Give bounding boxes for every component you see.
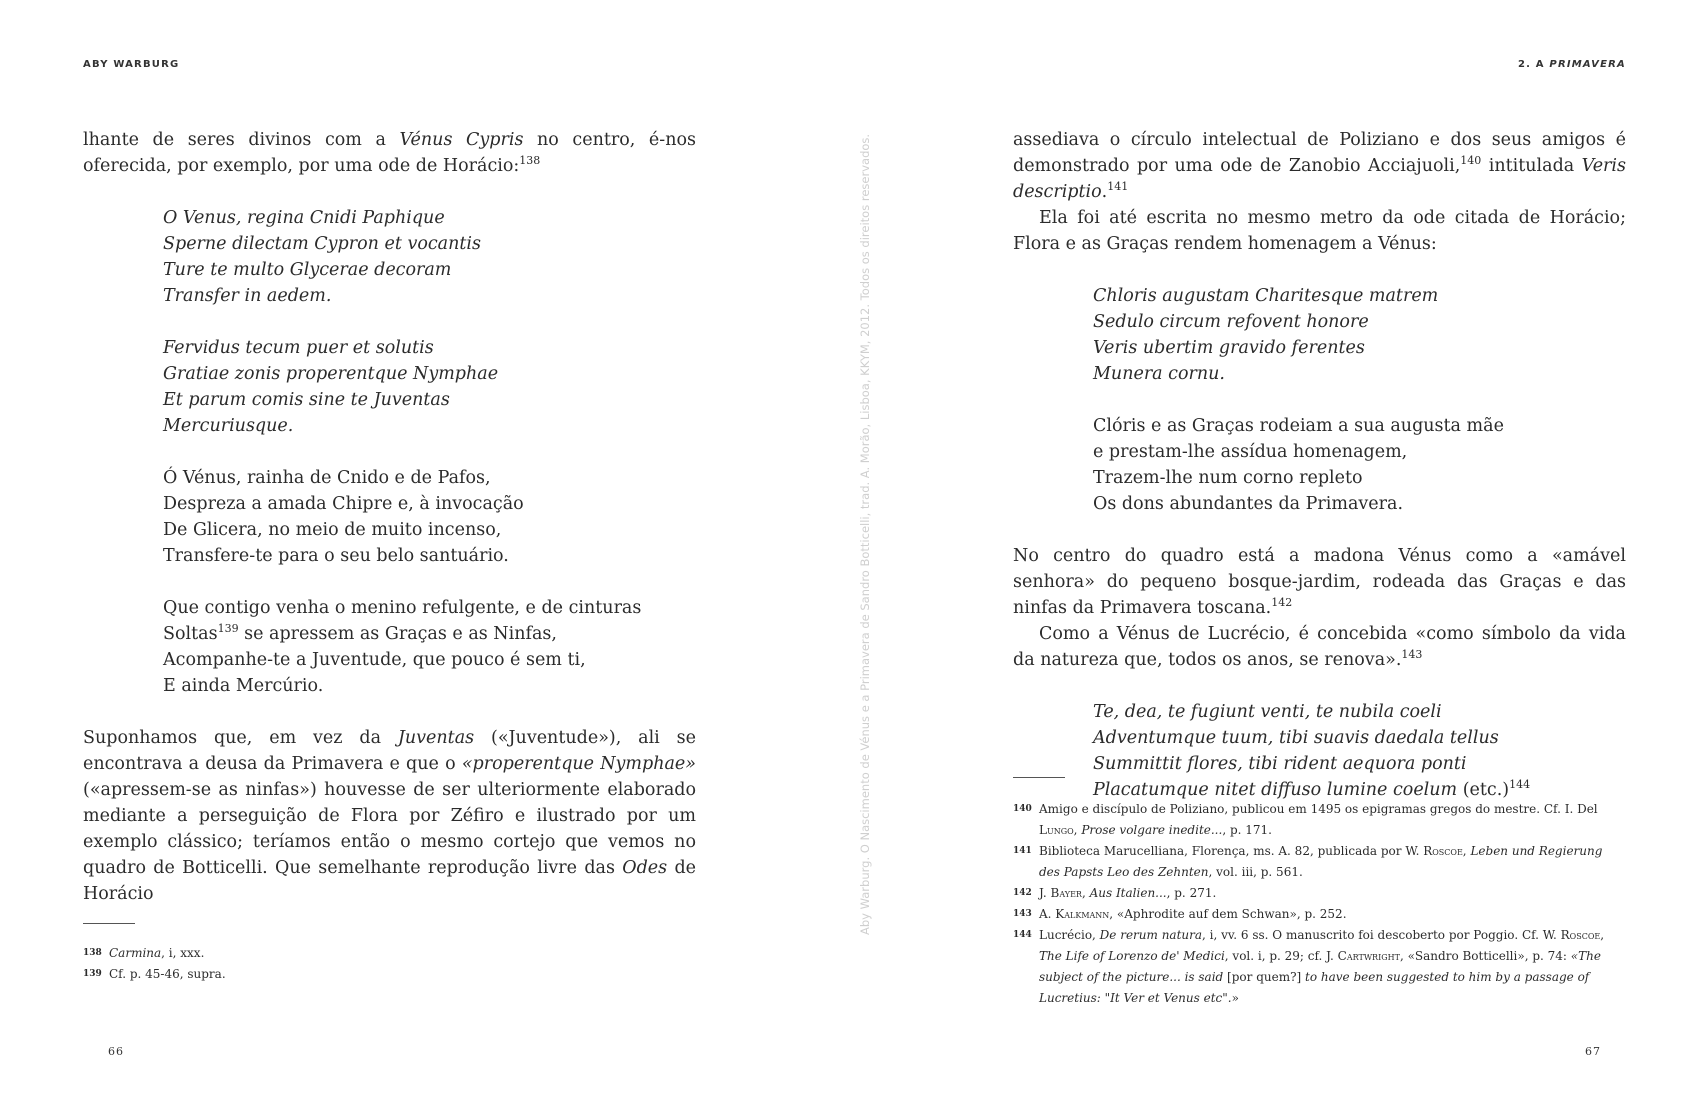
text-run: , vol. iii, p. 561. [1208,865,1303,879]
text-run: no centro, é-nos oferecida, por exemplo, por uma ode de Horácio: [83,130,696,176]
verse-line: Fervidus tecum puer et solutis [163,338,434,358]
translation-stanza [1093,413,1626,517]
footnote-141 [1013,841,1626,883]
author-name: Roscoe [1560,928,1601,942]
author-name: Bayer [1050,886,1082,900]
italic-term: Veris descriptio [1013,156,1626,202]
running-head-author: ABY WARBURG [83,59,180,70]
paragraph-lucrecio [1013,621,1626,673]
verse-line: Trazem-lhe num corno repleto [1093,468,1363,488]
right-page [846,0,1693,1115]
text-run: , vol. i, p. 29; cf. J. [1224,949,1338,963]
paragraph-acciajuoli [1013,127,1626,205]
verse-line: Os dons abundantes da Primavera. [1093,494,1404,514]
verse-line: Clóris e as Graças rodeiam a sua augusta mãe [1093,416,1504,436]
note-ref-140[interactable]: 140 [1460,154,1482,167]
text-run: Lucrécio, [1039,928,1100,942]
italic-term: Leben und Regierung des Papsts Leo des Zehnten [1039,844,1603,879]
italic-term: Juventas [397,728,475,748]
closing-paragraph [83,725,696,907]
verse-line [163,621,696,647]
page-number-right: 67 [1585,1045,1601,1058]
intro-paragraph [83,127,696,179]
author-name: Cartwright [1337,949,1400,963]
latin-stanza [1093,283,1626,387]
text-run: Placatumque nitet diffuso lumine coelum [1093,780,1458,800]
text-run: («Juventude»), ali se encontrava a deusa da Primavera e que o [83,728,696,774]
lucretius-stanza [1093,699,1626,803]
footnote-140 [1013,799,1626,841]
text-run: . [1101,182,1108,202]
text-run: Amigo e discípulo de Poliziano, publicou em 1495 os epigramas gregos do mestre. Cf. I. Del [1039,802,1598,816]
italic-term: The Life of Lorenzo de' Medici [1039,949,1225,963]
footnote-138 [83,943,696,964]
right-body-text [1013,127,1626,829]
verse-line: Que contigo venha o menino refulgente, e de cinturas [163,598,642,618]
text-run: assediava o círculo intelectual de Poliziano e dos seus amigos é demonstrado por uma ode de Zanobio Acciajuoli, [1013,130,1626,176]
text-run: (etc.) [1457,780,1510,800]
verse-line: Adventumque tuum, tibi suavis daedala tellus [1093,728,1499,748]
author-name: Roscoe [1423,844,1463,858]
text-run: Biblioteca Marucelliana, Florença, ms. A. 82, publicada por W. [1039,844,1424,858]
footnote-divider [83,923,135,924]
verse-line: Mercuriusque. [163,416,294,436]
verse-line: Munera cornu. [1093,364,1225,384]
running-head-chapter [1518,59,1626,70]
text-run: , [1073,823,1082,837]
verse-line: e prestam-lhe assídua homenagem, [1093,442,1408,462]
page-number-left: 66 [108,1045,124,1058]
author-name: Lungo [1039,823,1074,837]
italic-term: Carmina [109,946,162,960]
verse-line: Sperne dilectam Cypron et vocantis [163,234,481,254]
text-run: , [1600,928,1605,942]
text-run: Como a Vénus de Lucrécio, é concebida «como símbolo da vida da natureza que, todos os anos, se renova». [1013,624,1626,670]
verse-line: Acompanhe-te a Juventude, que pouco é sem ti, [163,650,586,670]
verse-line: Summittit flores, tibi rident aequora ponti [1093,754,1467,774]
italic-term: Aus Italien... [1089,886,1167,900]
verse-line: E ainda Mercúrio. [163,676,324,696]
text-run: Soltas [163,624,218,644]
italic-term: Vénus Cypris [399,130,524,150]
right-footnotes [1013,799,1626,1009]
text-run: se apressem as Graças e as Ninfas, [238,624,557,644]
verse-line: Chloris augustam Charitesque matrem [1093,286,1439,306]
verse-line: Ture te multo Glycerae decoram [163,260,452,280]
left-footnotes [83,943,696,985]
text-run: , «Aphrodite auf dem Schwan», p. 252. [1109,907,1347,921]
note-ref-142[interactable]: 142 [1271,596,1293,609]
note-ref-141[interactable]: 141 [1107,180,1129,193]
copyright-watermark: Aby Warburg. O Nascimento de Vénus e a Primavera de Sandro Botticelli, trad. A. Morão, Lisboa, KKYM, 2012. Todos os direitos reservados. [858,133,872,935]
italic-term: «The subject of the picture... is said [1039,949,1601,984]
italic-term: to have been suggested to him by a passage of Lucretius: "It Ver et Venus etc". [1039,970,1590,1005]
text-run: de Horácio [83,858,696,904]
text-run: 2. A [1517,59,1550,70]
verse-line: Despreza a amada Chipre e, à invocação [163,494,524,514]
footnote-144 [1013,925,1626,1009]
text-run: Cf. p. 45-46, supra. [109,967,226,981]
text-run: No centro do quadro está a madona Vénus como a «amável senhora» do pequeno bosque-jardim, rodeada das Graças e das ninfas da Primavera toscana. [1013,546,1626,618]
footnote-divider [1013,777,1065,778]
latin-stanza-2 [163,335,696,439]
italic-term: «properentque Nymphae» [461,754,696,774]
author-name: Kalkmann [1055,907,1110,921]
verse-line: Veris ubertim gravido ferentes [1093,338,1365,358]
footnote-number: 142 [1013,888,1032,898]
footnote-number: 140 [1013,804,1032,814]
text-run: , «Sandro Botticelli», p. 74: [1399,949,1571,963]
note-ref-139[interactable]: 139 [217,622,239,635]
verse-line: Gratiae zonis properentque Nymphae [163,364,499,384]
text-run: [por quem?] [1223,970,1306,984]
italic-term: PRIMAVERA [1549,59,1626,70]
italic-term: Prose volgare inedite... [1081,823,1223,837]
note-ref-143[interactable]: 143 [1401,648,1423,661]
text-run: lhante de seres divinos com a [83,130,400,150]
footnote-number: 141 [1013,846,1032,856]
verse-line: Transfer in aedem. [163,286,332,306]
note-ref-144[interactable]: 144 [1509,778,1531,791]
paragraph-madona [1013,543,1626,621]
footnote-143 [1013,904,1626,925]
text-run: intitulada [1481,156,1582,176]
text-run: («apressem-se as ninfas») houvesse de ser ulteriormente elaborado mediante a perseguição de Flora por Zéfiro e ilustrado por um exemplo clássico; teríamos então o mesmo cortejo que vemos no quadro de Botticelli. Que semelhante reprodução livre das [83,780,696,878]
left-page [0,0,846,1115]
text-run: , i, vv. 6 ss. O manuscrito foi descoberto por Poggio. Cf. W. [1202,928,1561,942]
verse-line: O Venus, regina Cnidi Paphique [163,208,445,228]
text-run: , [1462,844,1471,858]
text-run: Suponhamos que, em vez da [83,728,398,748]
left-body-text [83,127,696,907]
verse-line: Transfere-te para o seu belo santuário. [163,546,509,566]
verse-line: Te, dea, te fugiunt venti, te nubila coeli [1093,702,1442,722]
text-run: A. [1039,907,1056,921]
italic-term: Odes [622,858,668,878]
translation-stanza-1 [163,465,696,569]
note-ref-138[interactable]: 138 [519,154,541,167]
verse-line: De Glicera, no meio de muito incenso, [163,520,502,540]
verse-line: Ó Vénus, rainha de Cnido e de Pafos, [163,468,491,488]
verse-line: Et parum comis sine te Juventas [163,390,450,410]
footnote-142 [1013,883,1626,904]
latin-ode [163,205,696,699]
footnote-number: 138 [83,948,102,958]
latin-stanza-1 [163,205,696,309]
footnote-number: 144 [1013,930,1032,940]
verse-line: Sedulo circum refovent honore [1093,312,1369,332]
italic-term: De rerum natura [1099,928,1203,942]
paragraph-metre: Ela foi até escrita no mesmo metro da ode citada de Horácio; Flora e as Graças rendem homenagem a Vénus: [1013,208,1626,254]
footnote-number: 139 [83,969,102,979]
text-run: , [1081,886,1090,900]
footnote-139 [83,964,696,985]
text-run: , i, xxx. [161,946,205,960]
translation-stanza-2 [163,595,696,699]
text-run: , p. 171. [1222,823,1272,837]
text-run: , p. 271. [1166,886,1217,900]
acciajuoli-ode [1093,283,1626,517]
text-run: J. [1039,886,1051,900]
text-run: » [1231,991,1239,1005]
lucretius-verse [1093,699,1626,803]
footnote-number: 143 [1013,909,1032,919]
